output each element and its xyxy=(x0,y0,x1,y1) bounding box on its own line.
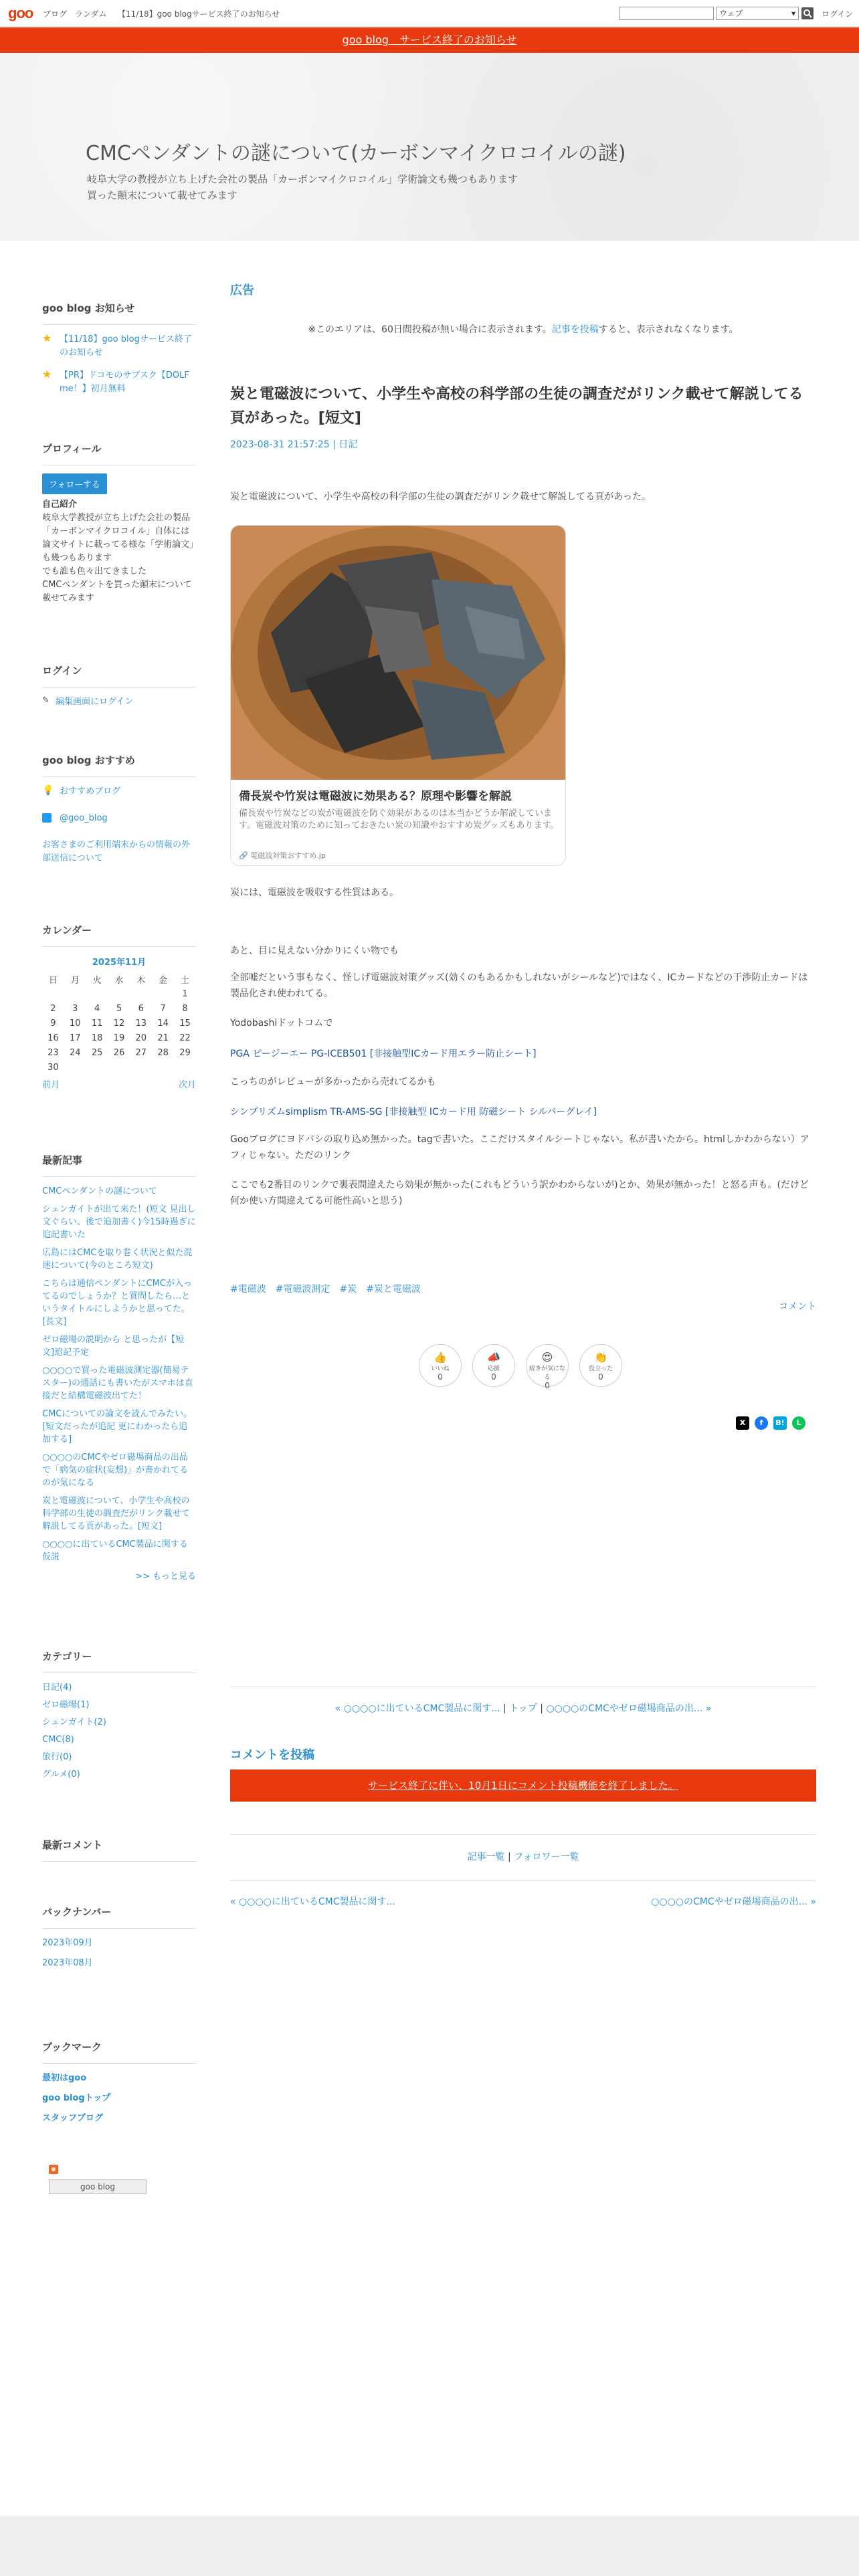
post-title[interactable]: 炭と電磁波について、小学生や高校の科学部の生徒の調査だがリンク載せて解説してる頁があった。[短文] xyxy=(230,386,803,427)
bookmark-goo-blog-top[interactable]: goo blogトップ xyxy=(42,2093,111,2103)
heart-eyes-icon: 😍 xyxy=(541,1351,553,1364)
comment-closed-bar xyxy=(230,1769,816,1802)
list-navigation: 記事一覧 | フォロワー一覧 xyxy=(467,1852,579,1862)
latest-comments-heading: 最新コメント xyxy=(42,1838,196,1862)
calendar-day: 21 xyxy=(157,1033,169,1043)
ad-note-text-2: すると、表示されなくなります。 xyxy=(598,324,739,335)
reaction-label: 続きが気になる xyxy=(529,1366,565,1381)
ad-note-text-1: ※このエリアは、60日間投稿が無い場合に表示されます。 xyxy=(308,324,552,335)
chevron-down-icon: ▾ xyxy=(791,9,795,18)
twitter-icon xyxy=(42,813,52,823)
category-heading: カテゴリー xyxy=(42,1649,196,1673)
search-button[interactable] xyxy=(801,7,814,19)
calendar-weekday: 日 xyxy=(48,975,58,986)
login-section xyxy=(42,663,196,709)
calendar-day xyxy=(130,1060,152,1075)
bookmark-heading: ブックマーク xyxy=(42,2040,196,2064)
reaction-count: 0 xyxy=(491,1372,496,1382)
calendar-day: 22 xyxy=(179,1033,191,1043)
calendar-day: 17 xyxy=(69,1033,81,1043)
bookmark-goo-top[interactable]: 最初はgoo xyxy=(42,2073,87,2083)
comment-link[interactable]: コメント xyxy=(779,1301,816,1312)
backnumber-2023-08[interactable]: 2023年08月 xyxy=(42,1958,93,1968)
megaphone-icon: 📣 xyxy=(487,1351,500,1364)
category-link[interactable]: ゼロ磁場(1) xyxy=(42,1700,90,1710)
rss-section xyxy=(42,2161,196,2194)
backnumber-2023-09[interactable]: 2023年09月 xyxy=(42,1938,93,1948)
blog-description-line-2: 買った顛末について載せてみます xyxy=(87,189,237,201)
calendar-day: 14 xyxy=(157,1018,169,1029)
profile-heading: プロフィール xyxy=(42,441,196,465)
twitter-goo-blog-link[interactable]: @goo_blog xyxy=(60,813,108,823)
recommend-blog-link[interactable]: おすすめブログ xyxy=(60,786,121,796)
reaction-count: 0 xyxy=(438,1372,443,1382)
profile-section xyxy=(42,441,196,605)
post-tags xyxy=(230,1282,430,1295)
tag-link[interactable]: #炭 xyxy=(339,1284,357,1295)
calendar-day: 29 xyxy=(179,1047,191,1058)
reaction-cheer-button[interactable] xyxy=(472,1344,515,1387)
link-card-title: 備長炭や竹炭は電磁波に効果ある？原理や影響を解説 xyxy=(239,790,512,803)
calendar-day: 27 xyxy=(135,1047,147,1058)
service-end-notice-link[interactable]: goo blog サービス終了のお知らせ xyxy=(342,33,517,46)
line-share-icon[interactable]: L xyxy=(792,1416,805,1430)
follower-list-link[interactable]: フォロワー一覧 xyxy=(514,1852,579,1862)
recommend-heading: goo blog おすすめ xyxy=(42,753,196,777)
calendar-day xyxy=(174,1060,196,1075)
calendar-day xyxy=(108,1060,130,1075)
link-card-source-text: 電磁波対策おすすめ.jp xyxy=(250,851,326,860)
login-heading: ログイン xyxy=(42,663,196,687)
category-section xyxy=(42,1649,196,1786)
recent-posts-heading: 最新記事 xyxy=(42,1153,196,1177)
reaction-helpful-button[interactable] xyxy=(579,1344,622,1387)
notice-section xyxy=(42,301,196,396)
reaction-count: 0 xyxy=(598,1372,603,1382)
bulb-icon: 💡 xyxy=(42,785,54,796)
calendar-section xyxy=(42,923,196,1091)
calendar-day xyxy=(152,986,174,1001)
calendar-day xyxy=(86,986,108,1001)
calendar-day xyxy=(152,1060,174,1075)
search-scope-value: ウェブ xyxy=(719,9,743,18)
blog-title[interactable]: CMCペンダントの謎について(カーボンマイクロコイルの謎) xyxy=(86,142,626,165)
calendar-weekday: 火 xyxy=(92,975,102,986)
rss-icon[interactable]: ◉ xyxy=(49,2165,58,2174)
notice-item-1[interactable]: 【11/18】goo blogサービス終了のお知らせ xyxy=(60,334,192,358)
login-link[interactable]: ログイン xyxy=(822,9,854,19)
comment-closed-link[interactable]: サービス終了に伴い、10月1日にコメント投稿機能を終了しました。 xyxy=(368,1780,678,1792)
reaction-label: 役立った xyxy=(588,1366,613,1372)
link-card[interactable] xyxy=(230,525,566,866)
category-link[interactable]: グルメ(0) xyxy=(42,1769,80,1780)
category-link[interactable]: 旅行(0) xyxy=(42,1752,72,1762)
calendar-day: 2 xyxy=(50,1003,56,1014)
post-category-link[interactable]: 日記 xyxy=(339,439,358,450)
calendar-day: 7 xyxy=(160,1003,166,1014)
goo-logo[interactable]: goo xyxy=(8,5,33,21)
calendar-weekday: 土 xyxy=(181,975,190,986)
post-meta: 2023-08-31 21:57:25 | 日記 xyxy=(230,439,358,450)
reaction-count: 0 xyxy=(545,1381,550,1390)
calendar-day xyxy=(108,986,130,1001)
latest-comments-section xyxy=(42,1838,196,1870)
previous-post-link[interactable]: « ○○○○に出ているCMC製品に関す... xyxy=(230,1897,395,1907)
product-link-1[interactable]: PGA ピージーエー PG-ICEB501 [非接触型ICカード用エラー防止シート] xyxy=(230,1049,537,1059)
product-link-2[interactable]: シンプリズムsimplism TR-AMS-SG [非接触型 ICカード用 防磁シート シルバーグレイ] xyxy=(230,1107,597,1117)
calendar-day: 1 xyxy=(182,988,188,999)
ad-note xyxy=(230,322,816,336)
calendar-weekday: 金 xyxy=(159,975,168,986)
charcoal-image xyxy=(231,526,566,780)
recent-post-link[interactable]: こちらは通信ペンダントにCMCが入ってるのでしょうか？と質問したら…というタイトルにしようかと思ってた。[長文] xyxy=(42,1279,192,1327)
ad-heading: 広告 xyxy=(230,284,254,298)
calendar-day xyxy=(42,986,64,1001)
recent-post-link[interactable]: 広島にはCMCを取り巻く状況と似た混迷について(今のところ短文) xyxy=(42,1248,193,1271)
post-paragraph-1: 炭と電磁波について、小学生や高校の科学部の生徒の調査だがリンク載せて解説してる頁があった。 xyxy=(230,492,652,502)
calendar-day xyxy=(130,986,152,1001)
calendar-day: 12 xyxy=(113,1018,125,1029)
calendar-day: 15 xyxy=(179,1018,191,1029)
recent-post-link[interactable]: CMCについての論文を読んでみたい。[短文だったが追記 更にわかったら追加する] xyxy=(42,1409,193,1444)
calendar-day xyxy=(64,1060,86,1075)
recommend-section xyxy=(42,753,196,865)
post-date: 2023-08-31 21:57:25 xyxy=(230,439,330,450)
divider xyxy=(230,1834,816,1835)
intro-text-3: CMCペンダントを買った顛末について載せてみます xyxy=(42,580,192,603)
next-post-link[interactable]: ○○○○のCMCやゼロ磁場商品の出... » xyxy=(651,1897,816,1907)
notice-bar xyxy=(0,27,859,53)
calendar-weekday: 月 xyxy=(70,975,80,986)
post-paragraph-3: あと、目に見えない分かりにくい物でも xyxy=(230,946,399,956)
bookmark-section xyxy=(42,2040,196,2125)
intro-text-2: でも誰も色々出てきました xyxy=(42,566,147,576)
notice-heading: goo blog お知らせ xyxy=(42,301,196,325)
nav-notice-link[interactable]: 【11/18】goo blogサービス終了のお知らせ xyxy=(118,9,280,19)
bookmark-staff-blog[interactable]: スタッフブログ xyxy=(42,2113,104,2123)
search-input[interactable] xyxy=(619,7,714,20)
post-paragraph-7: Gooブログにヨドバシの取り込め無かった。tagで書いた。ここだけスタイルシートじゃない。私が書いたから。htmlしかわからない）アフィじゃない。ただのリンク xyxy=(230,1134,809,1161)
calendar-day: 11 xyxy=(91,1018,103,1029)
calendar-table xyxy=(42,972,196,1075)
reaction-curious-button[interactable] xyxy=(526,1344,569,1390)
recent-post-link[interactable]: 炭と電磁波について、小学生や高校の科学部の生徒の調査だがリンク載せて解説してる頁があった。[短文] xyxy=(42,1496,190,1531)
facebook-share-icon[interactable]: f xyxy=(755,1416,768,1430)
clap-icon: 👏 xyxy=(594,1351,607,1364)
article-list-link[interactable]: 記事一覧 xyxy=(467,1852,505,1862)
calendar-day: 25 xyxy=(91,1047,103,1058)
recent-post-link[interactable]: ゼロ磁場の説明から と思ったが【短文]追記予定 xyxy=(42,1335,185,1358)
calendar-heading: カレンダー xyxy=(42,923,196,947)
top-bar xyxy=(0,0,859,27)
post-article-link[interactable]: 記事を投稿 xyxy=(551,324,599,335)
category-link[interactable]: 日記(4) xyxy=(42,1683,72,1693)
calendar-day: 8 xyxy=(182,1003,188,1014)
footer xyxy=(0,2516,859,2576)
calendar-day xyxy=(64,986,86,1001)
intro-heading: 自己紹介 xyxy=(42,500,78,510)
calendar-day: 19 xyxy=(113,1033,125,1043)
calendar-day: 5 xyxy=(116,1003,122,1014)
calendar-weekday: 水 xyxy=(114,975,124,986)
blog-header xyxy=(0,53,859,241)
calendar-day: 10 xyxy=(69,1018,81,1029)
post-navigation: « ○○○○に出ているCMC製品に関す... | トップ | ○○○○のCMCやゼロ磁場商品の出... » xyxy=(335,1703,712,1714)
nav-random-link[interactable]: ランダム xyxy=(75,9,107,19)
nav-blog-link[interactable]: ブログ xyxy=(43,9,68,19)
calendar-next-link[interactable]: 次月 xyxy=(178,1080,196,1090)
edit-login-link[interactable]: 編集画面にログイン xyxy=(56,697,134,707)
notice-item-2[interactable]: 【PR】ドコモのサブスク【DOLF me！】初月無料 xyxy=(60,370,189,394)
x-share-icon[interactable]: X xyxy=(736,1416,749,1430)
link-card-description: 備長炭や竹炭などの炭が電磁波を防ぐ効果があるのは本当かどうか解説しています。電磁波対策のために知っておきたい炭の知識やおすすめ炭グッズもあります。 xyxy=(239,809,559,831)
calendar-day: 3 xyxy=(72,1003,78,1014)
calendar-prev-link[interactable]: 前月 xyxy=(42,1080,60,1090)
pencil-icon: ✎ xyxy=(42,695,50,706)
comment-post-heading: コメントを投稿 xyxy=(230,1748,314,1762)
post-paragraph-6: こっちのがレビューが多かったから売れてるかも xyxy=(230,1077,436,1087)
post-paragraph-4: 全部嘘だという事もなく、怪しげ電磁波対策グッズ(効くのもあるかもしれないがシールなど)ではなく、ICカードなどの干渉防止カードは製品化され使われてる。 xyxy=(230,972,808,999)
recent-post-link[interactable]: シュンガイトが出て来た！(短文 見出し文ぐらい、後で追加書く)今15時過ぎに追記書いた xyxy=(42,1204,196,1240)
calendar-day xyxy=(86,1060,108,1075)
calendar-day: 18 xyxy=(91,1033,103,1043)
calendar-day: 6 xyxy=(138,1003,144,1014)
intro-text: 岐阜大学教授が立ち上げた会社の製品「カーボンマイクロコイル」自体には論文サイトに載ってる様な「学術論文」も幾つもあります xyxy=(42,513,194,563)
nav-top-link[interactable]: トップ xyxy=(509,1703,537,1714)
calendar-day: 23 xyxy=(47,1047,59,1058)
hatena-share-icon[interactable]: B! xyxy=(773,1416,787,1430)
link-icon: 🔗 xyxy=(239,851,248,860)
post-paragraph-8: ここでも2番目のリンクで裏表間違えたら効果が無かった(これもどういう訳かわからないが)とか、効果が無かった！と怒る声も。(だけど何か使い方間違えてる可能性高いと思う) xyxy=(230,1180,809,1206)
external-transmission-info-link[interactable]: お客さまのご利用端末からの情報の外部送信について xyxy=(42,840,191,863)
blog-description-line-1: 岐阜大学の教授が立ち上げた会社の製品「カーボンマイクロコイル」学術論文も幾つもあります xyxy=(87,173,518,185)
goo-blog-badge[interactable]: goo blog xyxy=(49,2179,147,2194)
calendar-day: 20 xyxy=(135,1033,147,1043)
backnumber-section xyxy=(42,1905,196,1970)
calendar-day: 28 xyxy=(157,1047,169,1058)
search-scope-select[interactable] xyxy=(716,7,799,20)
star-icon: ★ xyxy=(42,332,52,344)
calendar-day: 4 xyxy=(94,1003,100,1014)
nav-prev-link[interactable]: « ○○○○に出ているCMC製品に関す... xyxy=(335,1703,500,1714)
search-icon xyxy=(801,7,814,19)
calendar-day: 30 xyxy=(47,1062,59,1073)
post-paragraph-2: 炭には、電磁波を吸収する性質はある。 xyxy=(230,887,399,898)
calendar-day: 13 xyxy=(135,1018,147,1029)
star-icon: ★ xyxy=(42,368,52,381)
category-link[interactable]: シュンガイト(2) xyxy=(42,1717,106,1727)
tag-link[interactable]: #炭と電磁波 xyxy=(366,1284,421,1295)
reaction-label: いいね xyxy=(431,1366,450,1372)
link-card-source xyxy=(239,850,326,861)
calendar-day: 26 xyxy=(113,1047,125,1058)
calendar-weekday: 木 xyxy=(136,975,146,986)
recent-post-link[interactable]: CMCペンダントの謎について xyxy=(42,1186,157,1196)
tag-link[interactable]: #電磁波測定 xyxy=(275,1284,330,1295)
recent-post-link[interactable]: ○○○○に出ているCMC製品に関する仮説 xyxy=(42,1539,188,1562)
calendar-day: 24 xyxy=(69,1047,81,1058)
calendar-month: 2025年11月 xyxy=(92,958,147,968)
nav-next-link[interactable]: ○○○○のCMCやゼロ磁場商品の出... » xyxy=(546,1703,712,1714)
reaction-like-button[interactable] xyxy=(419,1344,462,1387)
post-paragraph-5: Yodobashiドットコムで xyxy=(230,1018,333,1029)
recent-posts-section xyxy=(42,1153,196,1582)
follow-button[interactable]: フォローする xyxy=(42,473,107,494)
calendar-day: 16 xyxy=(47,1033,59,1043)
calendar-day: 9 xyxy=(50,1018,56,1029)
backnumber-heading: バックナンバー xyxy=(42,1905,196,1929)
recent-post-link[interactable]: ○○○○のCMCやゼロ磁場商品の出品で「病気の症状(妄想)」が書かれてるのが気になる xyxy=(42,1453,189,1488)
like-icon: 👍 xyxy=(434,1351,447,1364)
more-posts-link[interactable]: >> もっと見る xyxy=(135,1572,196,1582)
recent-post-link[interactable]: ○○○○で買った電磁波測定器(簡易テスター)の通話にも書いたがスマホは直接だと結構電磁波出てた！ xyxy=(42,1366,193,1401)
reaction-label: 応援 xyxy=(487,1366,500,1372)
category-link[interactable]: CMC(8) xyxy=(42,1735,74,1745)
tag-link[interactable]: #電磁波 xyxy=(230,1284,266,1295)
